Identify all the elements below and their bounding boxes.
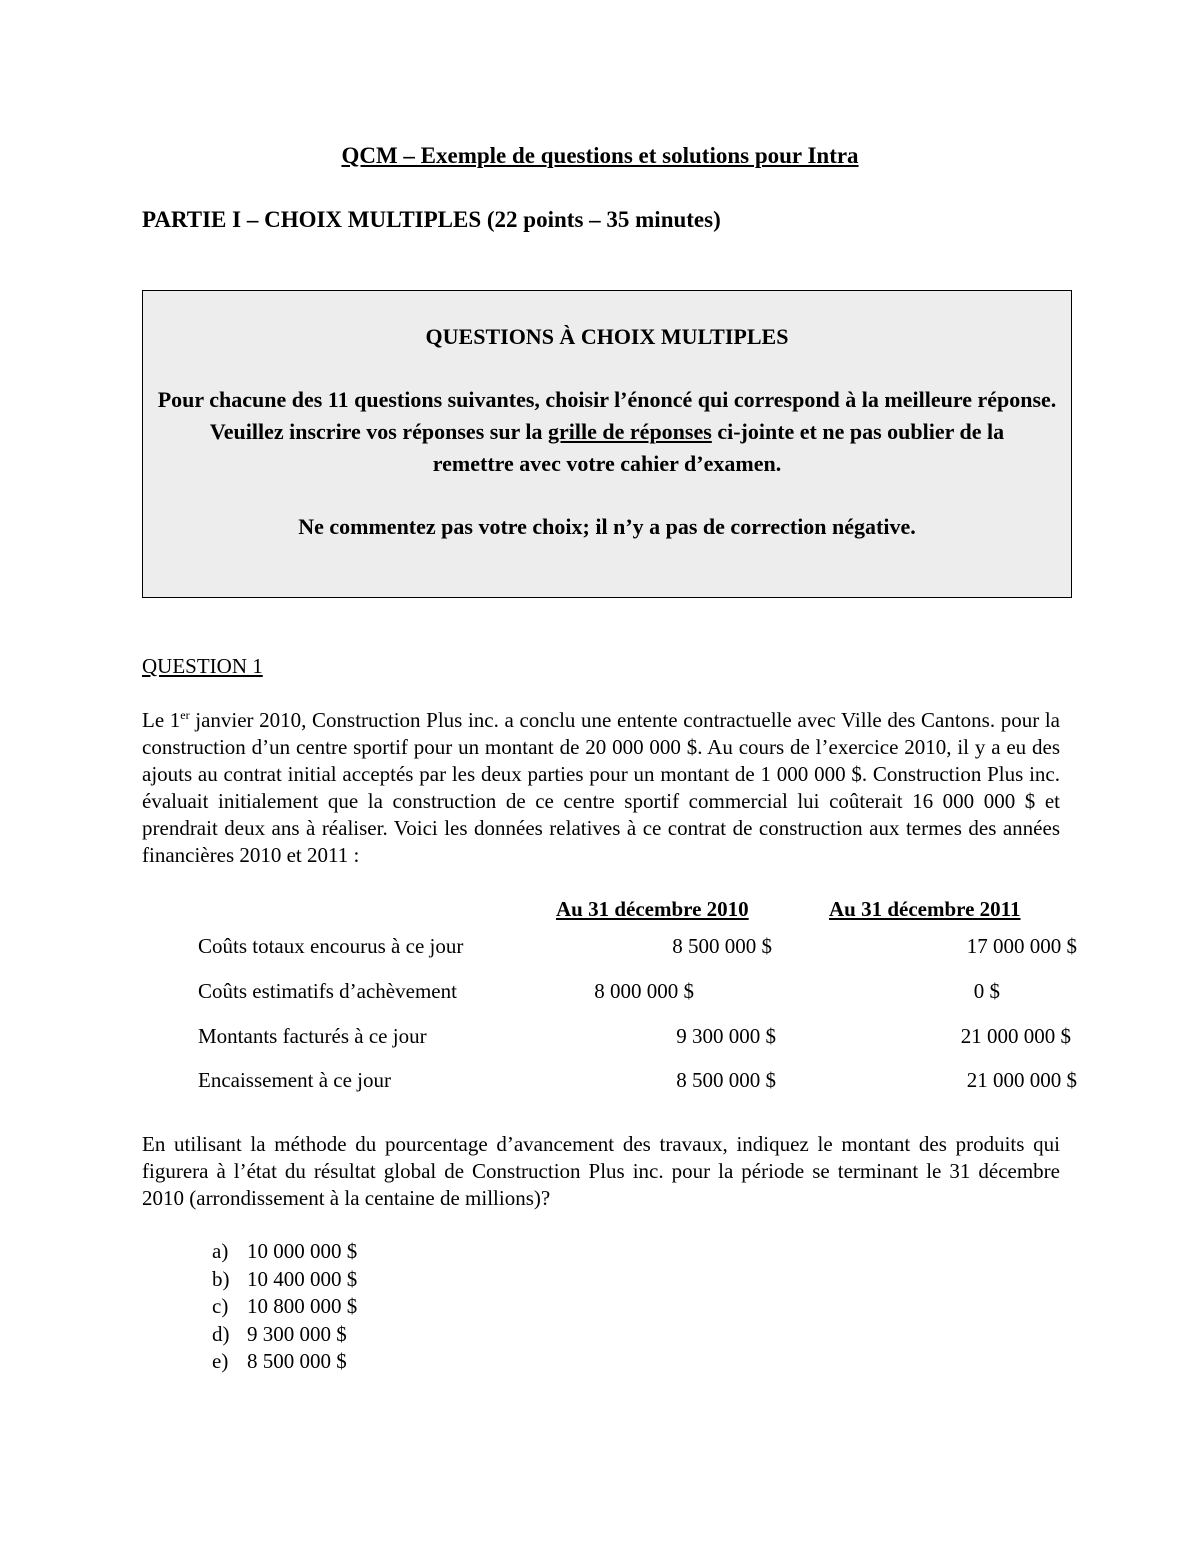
instructions-line-1: Pour chacune des 11 questions suivantes, choisir l’énoncé qui correspond à la meilleure réponse. bbox=[157, 387, 1057, 412]
table-cell: 8 500 000 $ bbox=[676, 1068, 776, 1092]
table-row-label: Coûts totaux encourus à ce jour bbox=[198, 934, 464, 958]
table-cell: 8 500 000 $ bbox=[672, 934, 772, 958]
instructions-line-3: Ne commentez pas votre choix; il n’y a pas de correction négative. bbox=[298, 514, 916, 539]
instructions-heading: QUESTIONS À CHOIX MULTIPLES bbox=[425, 324, 789, 349]
table-row-label: Encaissement à ce jour bbox=[198, 1068, 391, 1092]
table-cell: 21 000 000 $ bbox=[966, 1068, 1077, 1092]
table-row-label: Coûts estimatifs d’achèvement bbox=[198, 979, 457, 1003]
answer-options bbox=[212, 1238, 357, 1376]
table-header-2011: Au 31 décembre 2011 bbox=[829, 897, 1021, 921]
instructions-line-2: Veuillez inscrire vos réponses sur la grille de réponses ci-jointe et ne pas oublier de la remettre avec votre cahier d’examen. bbox=[209, 419, 1005, 476]
answer-option-c: c) 10 800 000 $ bbox=[212, 1294, 358, 1318]
table-cell: 21 000 000 $ bbox=[960, 1024, 1071, 1048]
question-intro: Le 1er janvier 2010, Construction Plus inc. a conclu une entente contractuelle avec Ville des Cantons. pour la construction d’un centre sportif pour un montant de 20 000 000 $. Au cours de l’exercice 2010, il y a eu des ajouts au contrat initial acceptés par les deux parties pour un montant de 1 000 000 $. Construction Plus inc. évaluait initialement que la construction de ce centre sportif commercial lui coûterait 16 000 000 $ et prendrait deux ans à réaliser. Voici les données relatives à ce contrat de construction aux termes des années financières 2010 et 2011 : bbox=[142, 708, 1060, 867]
table-cell: 17 000 000 $ bbox=[966, 934, 1077, 958]
question-prompt: En utilisant la méthode du pourcentage d’avancement des travaux, indiquez le montant des produits qui figurera à l’état du résultat global de Construction Plus inc. pour la période se terminant le 31 décembre 2010 (arrondissement à la centaine de millions)? bbox=[142, 1132, 1060, 1210]
instructions-box bbox=[142, 290, 1072, 598]
table-row-label: Montants facturés à ce jour bbox=[198, 1024, 427, 1048]
answer-grid-reference: grille de réponses bbox=[548, 419, 712, 444]
answer-option-d: d) 9 300 000 $ bbox=[212, 1321, 347, 1346]
question-title: QUESTION 1 bbox=[142, 654, 263, 678]
part-heading: PARTIE I – CHOIX MULTIPLES (22 points – 35 minutes) bbox=[142, 207, 721, 232]
answer-option-a: a) 10 000 000 $ bbox=[212, 1239, 358, 1263]
table-cell: 9 300 000 $ bbox=[676, 1024, 776, 1048]
table-cell: 0 $ bbox=[973, 979, 1000, 1003]
answer-option-e: e) 8 500 000 $ bbox=[212, 1349, 347, 1373]
table-header-2010: Au 31 décembre 2010 bbox=[556, 897, 749, 921]
table-cell: 8 000 000 $ bbox=[594, 979, 694, 1003]
answer-option-b: b) 10 400 000 $ bbox=[212, 1266, 358, 1291]
document-title: QCM – Exemple de questions et solutions pour Intra bbox=[341, 143, 859, 168]
